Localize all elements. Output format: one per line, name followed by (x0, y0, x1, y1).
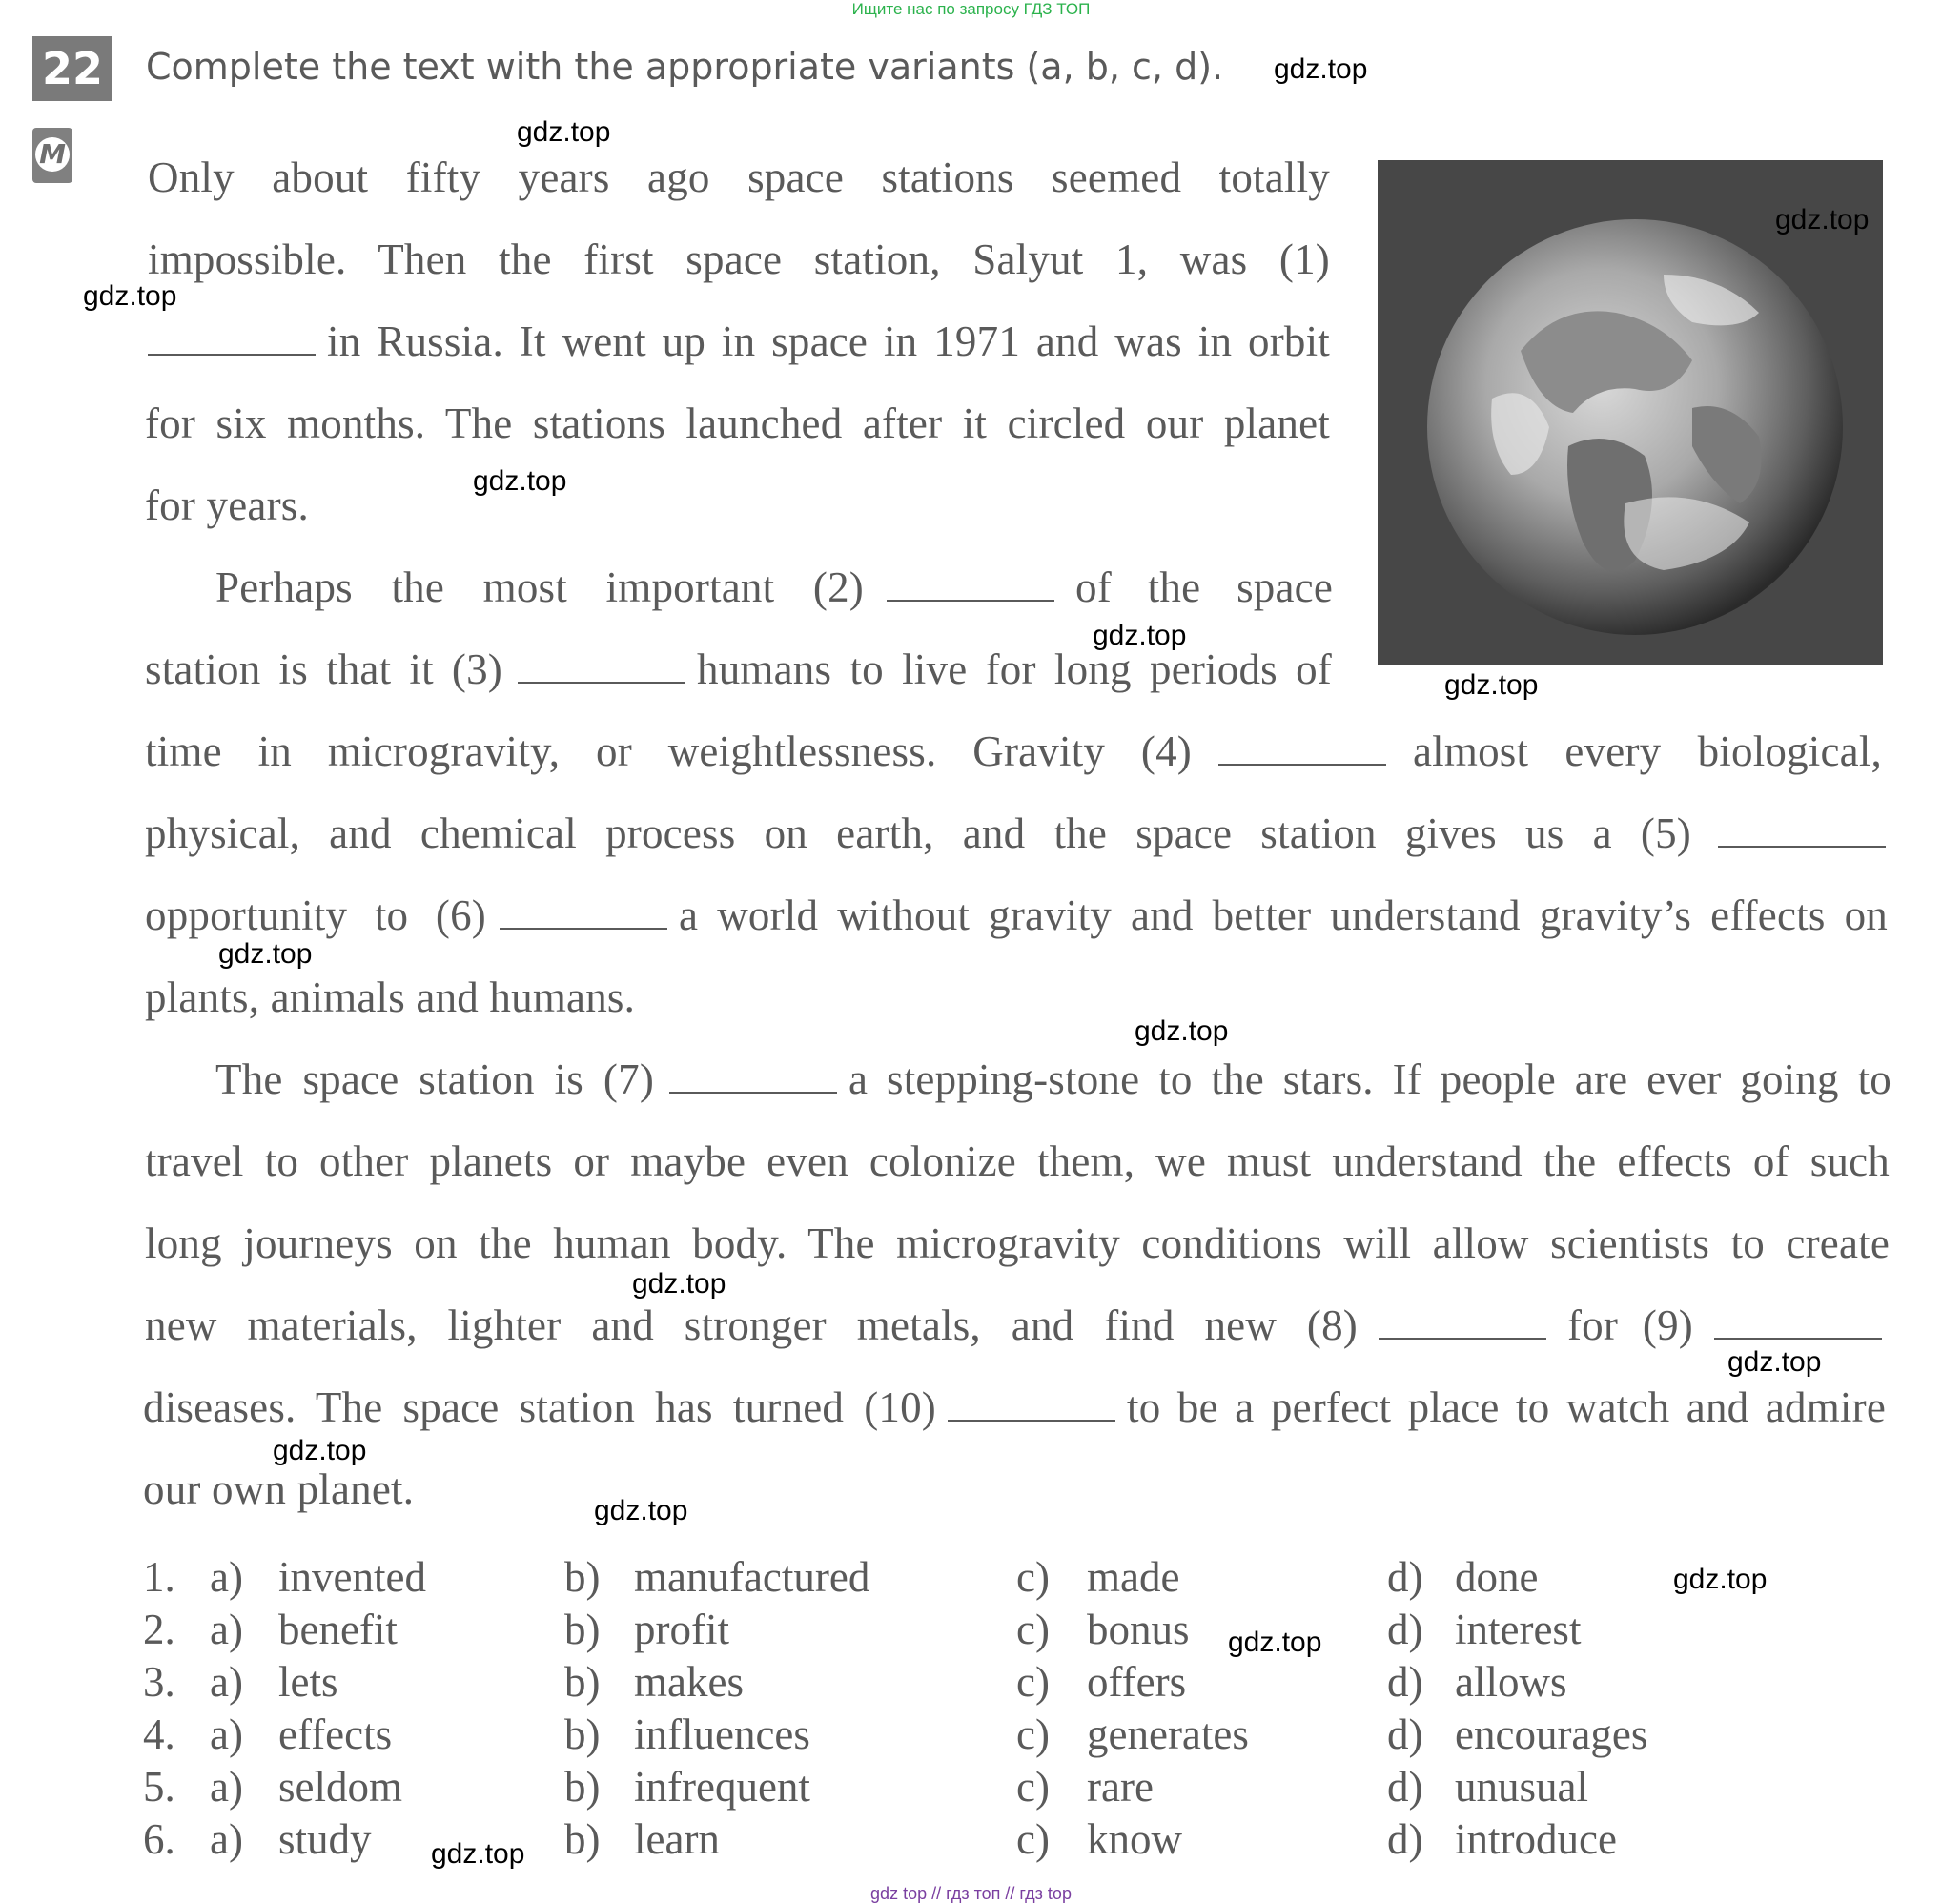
option-letter: b) (564, 1606, 601, 1653)
text-line: our own planet. (143, 1465, 415, 1513)
option-number: 6. (143, 1815, 175, 1863)
text-line (215, 1053, 1891, 1106)
option-letter: a) (210, 1815, 243, 1863)
watermark: gdz.top (83, 280, 177, 312)
answer-blank-7[interactable] (669, 1065, 837, 1094)
text-line (215, 561, 1333, 614)
option-letter: c) (1016, 1553, 1050, 1601)
option-letter: b) (564, 1553, 601, 1601)
text-segment: a stepping-stone to the stars. If people are ever going to (848, 1055, 1891, 1103)
option-b[interactable]: influences (634, 1710, 810, 1758)
option-letter: a) (210, 1710, 243, 1758)
option-a[interactable]: lets (278, 1658, 338, 1706)
option-number: 2. (143, 1606, 175, 1653)
option-letter: c) (1016, 1815, 1050, 1863)
text-line: impossible. Then the first space station, Salyut 1, was (1) (148, 235, 1330, 283)
text-line: Only about fifty years ago space stations seemed totally (148, 154, 1330, 201)
answer-blank-2[interactable] (887, 573, 1054, 602)
answer-blank-8[interactable] (1379, 1311, 1546, 1340)
m-badge-icon (32, 128, 72, 183)
option-d[interactable]: interest (1455, 1606, 1582, 1653)
option-a[interactable]: seldom (278, 1763, 402, 1811)
option-letter: b) (564, 1763, 601, 1811)
text-segment: Perhaps the most important (2) (215, 563, 864, 611)
option-c[interactable]: know (1087, 1815, 1182, 1863)
text-segment: humans to live for long periods of (697, 645, 1332, 693)
watermark: gdz.top (218, 938, 313, 970)
option-c[interactable]: made (1087, 1553, 1180, 1601)
answer-blank-5[interactable] (1718, 819, 1886, 848)
text-segment: opportunity to (6) (145, 891, 486, 939)
option-b[interactable]: makes (634, 1658, 744, 1706)
top-banner[interactable]: Ищите нас по запросу ГДЗ ТОП (851, 0, 1091, 18)
option-b[interactable]: manufactured (634, 1553, 870, 1601)
watermark: gdz.top (1444, 669, 1539, 701)
option-letter: a) (210, 1606, 243, 1653)
text-line (145, 807, 1886, 860)
option-c[interactable]: bonus (1087, 1606, 1190, 1653)
option-letter: a) (210, 1553, 243, 1601)
text-line: plants, animals and humans. (145, 973, 636, 1021)
answer-blank-1[interactable] (148, 327, 316, 356)
text-line (143, 1381, 1886, 1434)
watermark: gdz.top (517, 116, 611, 148)
option-a[interactable]: invented (278, 1553, 426, 1601)
option-d[interactable]: done (1455, 1553, 1539, 1601)
option-c[interactable]: offers (1087, 1658, 1187, 1706)
option-number: 1. (143, 1553, 175, 1601)
watermark: gdz.top (1093, 620, 1187, 651)
text-line (148, 315, 1330, 368)
text-segment: new materials, lighter and stronger metals, and find new (8) (145, 1301, 1358, 1349)
watermark: gdz.top (431, 1838, 525, 1870)
option-letter: d) (1387, 1763, 1423, 1811)
text-segment: The space station is (7) (215, 1055, 654, 1103)
option-letter: c) (1016, 1658, 1050, 1706)
option-a[interactable]: study (278, 1815, 372, 1863)
text-segment: diseases. The space station has turned (10) (143, 1383, 936, 1431)
text-segment: station is that it (3) (145, 645, 502, 693)
option-c[interactable]: generates (1087, 1710, 1249, 1758)
option-b[interactable]: learn (634, 1815, 720, 1863)
text-segment: time in microgravity, or weightlessness. Gravity (4) (145, 727, 1192, 775)
option-c[interactable]: rare (1087, 1763, 1154, 1811)
option-d[interactable]: introduce (1455, 1815, 1617, 1863)
option-letter: a) (210, 1658, 243, 1706)
text-line: for six months. The stations launched after it circled our planet (145, 399, 1330, 447)
option-letter: d) (1387, 1710, 1423, 1758)
text-segment: to be a perfect place to watch and admire (1127, 1383, 1886, 1431)
option-number: 5. (143, 1763, 175, 1811)
watermark: gdz.top (1135, 1015, 1229, 1047)
text-segment: of the space (1075, 563, 1333, 611)
option-b[interactable]: infrequent (634, 1763, 810, 1811)
exercise-number: 22 (32, 36, 112, 101)
option-letter: b) (564, 1815, 601, 1863)
m-badge-letter: M (35, 137, 70, 172)
option-b[interactable]: profit (634, 1606, 729, 1653)
text-segment: almost every biological, (1413, 727, 1882, 775)
text-segment: in Russia. It went up in space in 1971 and was in orbit (327, 317, 1330, 365)
watermark: gdz.top (273, 1435, 367, 1466)
option-letter: b) (564, 1658, 601, 1706)
text-line (145, 725, 1882, 778)
option-d[interactable]: encourages (1455, 1710, 1648, 1758)
answer-blank-3[interactable] (518, 655, 685, 684)
option-d[interactable]: allows (1455, 1658, 1567, 1706)
exercise-instruction: Complete the text with the appropriate variants (a, b, c, d). (146, 46, 1224, 88)
watermark: gdz.top (1228, 1627, 1322, 1658)
answer-blank-4[interactable] (1218, 737, 1386, 766)
option-letter: d) (1387, 1606, 1423, 1653)
watermark: gdz.top (473, 465, 567, 497)
option-letter: d) (1387, 1553, 1423, 1601)
option-letter: a) (210, 1763, 243, 1811)
option-number: 3. (143, 1658, 175, 1706)
watermark: gdz.top (1673, 1564, 1768, 1595)
text-line: travel to other planets or maybe even colonize them, we must understand the effects of such (145, 1137, 1890, 1185)
text-segment: a world without gravity and better understand gravity’s effects on (679, 891, 1888, 939)
option-letter: c) (1016, 1763, 1050, 1811)
watermark: gdz.top (1775, 204, 1870, 235)
watermark: gdz.top (1274, 53, 1368, 85)
option-letter: c) (1016, 1606, 1050, 1653)
text-segment: for (9) (1567, 1301, 1693, 1349)
text-line (145, 1299, 1882, 1352)
text-line: for years. (145, 481, 309, 529)
answer-blank-6[interactable] (500, 901, 667, 930)
text-line (145, 889, 1888, 942)
text-line: long journeys on the human body. The microgravity conditions will allow scientists to create (145, 1219, 1890, 1267)
option-letter: d) (1387, 1658, 1423, 1706)
option-letter: d) (1387, 1815, 1423, 1863)
option-a[interactable]: benefit (278, 1606, 398, 1653)
watermark: gdz.top (632, 1268, 726, 1300)
option-a[interactable]: effects (278, 1710, 393, 1758)
option-d[interactable]: unusual (1455, 1763, 1588, 1811)
watermark: gdz.top (594, 1495, 688, 1526)
answer-blank-10[interactable] (948, 1393, 1115, 1422)
answer-blank-9[interactable] (1714, 1311, 1882, 1340)
watermark: gdz.top (1727, 1346, 1822, 1378)
footer-links[interactable]: gdz top // гдз топ // гдз top (870, 1884, 1072, 1903)
option-letter: c) (1016, 1710, 1050, 1758)
option-number: 4. (143, 1710, 175, 1758)
option-letter: b) (564, 1710, 601, 1758)
text-segment: physical, and chemical process on earth, and the space station gives us a (5) (145, 809, 1691, 857)
